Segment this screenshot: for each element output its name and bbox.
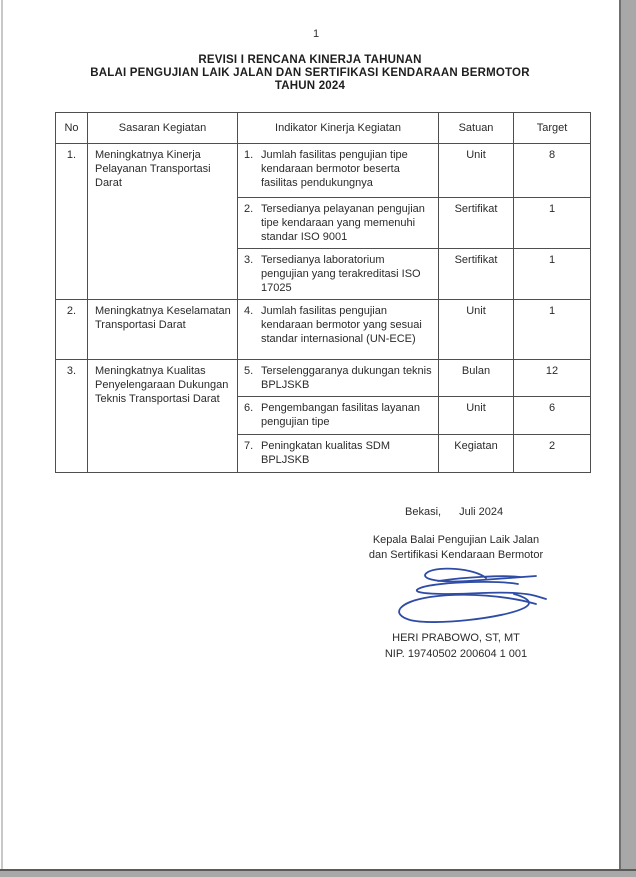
cell-indikator: [238, 144, 439, 198]
signatory-name: HERI PRABOWO, ST, MT: [392, 632, 520, 644]
cell-target: 1: [514, 300, 591, 360]
table-row: [56, 144, 591, 198]
table-row: [56, 300, 591, 360]
cell-satuan: Unit: [439, 300, 514, 360]
rkt-table: [55, 112, 591, 473]
cell-no: 2.: [56, 300, 88, 360]
cell-satuan: Sertifikat: [439, 249, 514, 300]
cell-satuan: Bulan: [439, 360, 514, 397]
indicator-number: 4.: [244, 305, 254, 317]
header-no: No: [56, 113, 88, 144]
signatory-title-line-1: Kepala Balai Pengujian Laik Jalan: [372, 534, 540, 546]
cell-no: 3.: [56, 360, 88, 473]
cell-indikator: [238, 360, 439, 397]
table-header-row: [56, 113, 591, 144]
indicator-text: Tersedianya laboratorium pengujian yang terakreditasi ISO 17025: [261, 254, 421, 294]
cell-target: 1: [514, 249, 591, 300]
place-label: Bekasi,: [405, 506, 442, 518]
cell-target: 8: [514, 144, 591, 198]
signatory-identity: [330, 631, 582, 662]
indicator-text: Terselenggaranya dukungan teknis BPLJSKB: [261, 365, 432, 391]
cell-target: 6: [514, 397, 591, 435]
cell-indikator: [238, 300, 439, 360]
title-line-3: TAHUN 2024: [274, 80, 346, 92]
cell-indikator: [238, 435, 439, 473]
date-label: Juli 2024: [459, 506, 504, 518]
indicator-number: 2.: [244, 203, 254, 215]
cell-target: 1: [514, 198, 591, 249]
place-date-line: [405, 506, 503, 518]
scan-edge-bottom: [0, 869, 636, 877]
indicator-text: Jumlah fasilitas pengujian tipe kendaraan bermotor beserta fasilitas pendukungnya: [261, 149, 408, 189]
scan-edge-left: [1, 0, 3, 877]
document-title: [10, 54, 610, 93]
cell-satuan: Sertifikat: [439, 198, 514, 249]
cell-target: 12: [514, 360, 591, 397]
header-satuan: Satuan: [439, 113, 514, 144]
cell-satuan: Unit: [439, 144, 514, 198]
cell-sasaran: Meningkatnya Keselamatan Transportasi Darat: [88, 300, 238, 360]
indicator-number: 7.: [244, 440, 254, 452]
indicator-number: 5.: [244, 365, 254, 377]
page-number: 1: [312, 28, 320, 40]
indicator-number: 3.: [244, 254, 254, 266]
cell-sasaran: Meningkatnya Kinerja Pelayanan Transportasi Darat: [88, 144, 238, 300]
header-target: Target: [514, 113, 591, 144]
title-line-1: REVISI I RENCANA KINERJA TAHUNAN: [198, 54, 422, 66]
table-row: [56, 360, 591, 397]
cell-sasaran: Meningkatnya Kualitas Penyelengaraan Dukungan Teknis Transportasi Darat: [88, 360, 238, 473]
scan-edge-right: [619, 0, 636, 877]
header-sasaran: Sasaran Kegiatan: [88, 113, 238, 144]
table-body: [56, 144, 591, 473]
cell-no: 1.: [56, 144, 88, 300]
signature-ink: [386, 564, 558, 633]
indicator-number: 1.: [244, 149, 254, 161]
signatory-title: [340, 533, 572, 562]
cell-target: 2: [514, 435, 591, 473]
cell-indikator: [238, 198, 439, 249]
indicator-number: 6.: [244, 402, 254, 414]
cell-satuan: Kegiatan: [439, 435, 514, 473]
cell-indikator: [238, 249, 439, 300]
cell-satuan: Unit: [439, 397, 514, 435]
header-indikator: Indikator Kinerja Kegiatan: [238, 113, 439, 144]
indicator-text: Pengembangan fasilitas layanan pengujian tipe: [261, 402, 421, 428]
indicator-text: Jumlah fasilitas pengujian kendaraan bermotor yang sesuai standar internasional (UN-ECE): [261, 305, 422, 345]
signatory-title-line-2: dan Sertifikasi Kendaraan Bermotor: [368, 548, 544, 561]
indicator-text: Peningkatan kualitas SDM BPLJSKB: [261, 440, 391, 466]
signature-scribble-icon: [386, 564, 558, 628]
indicator-text: Tersedianya pelayanan pengujian tipe kendaraan yang memenuhi standar ISO 9001: [261, 203, 425, 243]
signatory-nip: NIP. 19740502 200604 1 001: [384, 647, 528, 660]
cell-indikator: [238, 397, 439, 435]
title-line-2: BALAI PENGUJIAN LAIK JALAN DAN SERTIFIKASI KENDARAAN BERMOTOR: [90, 67, 530, 79]
